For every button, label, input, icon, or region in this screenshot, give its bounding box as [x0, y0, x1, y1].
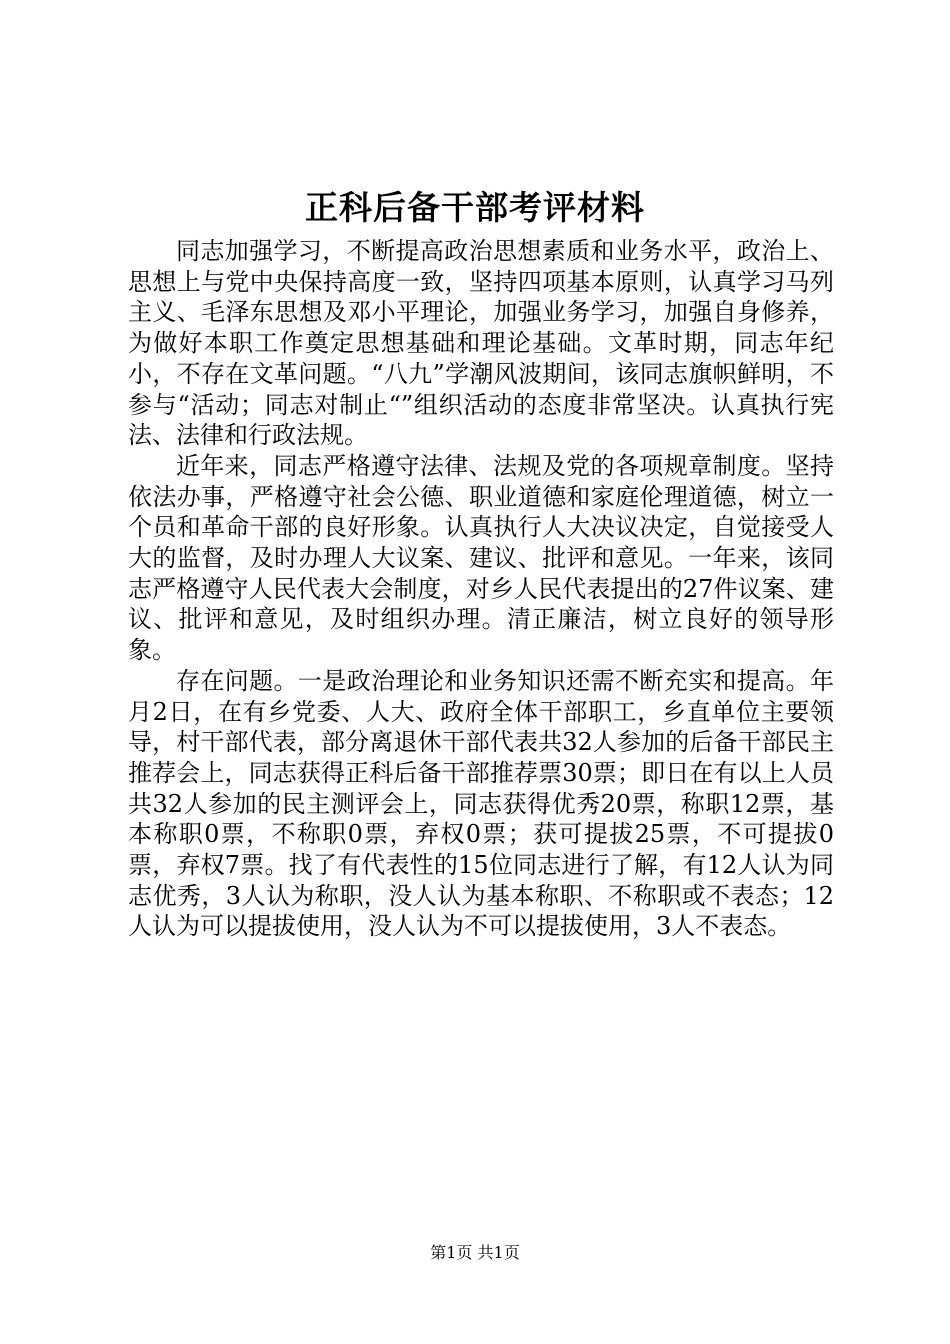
paragraph-3: 存在问题。一是政治理论和业务知识还需不断充实和提高。年月2日，在有乡党委、人大、政府全体干部职工，乡直单位主要领导，村干部代表，部分离退休干部代表共32人参加的后备干部民主推荐会上，同志获得正科后备干部推荐票30票；即日在有以上人员共32人参加的民主测评会上，同志获得优秀20票，称职12票，基本称职0票，不称职0票，弃权0票；获可提拔25票，不可提拔0票，弃权7票。找了有代表性的15位同志进行了解，有12人认为同志优秀，3人认为称职，没人认为基本称职、不称职或不表态；12人认为可以提拔使用，没人认为不可以提拔使用，3人不表态。: [128, 666, 834, 941]
page-number-footer: 第1页 共1页: [430, 1243, 520, 1262]
document-body: [128, 236, 834, 942]
document-title: 正科后备干部考评材料: [305, 188, 645, 227]
paragraph-1: 同志加强学习，不断提高政治思想素质和业务水平，政治上、思想上与党中央保持高度一致，坚持四项基本原则，认真学习马列主义、毛泽东思想及邓小平理论，加强业务学习，加强自身修养，为做好本职工作奠定思想基础和理论基础。文革时期，同志年纪小，不存在文革问题。“八九”学潮风波期间，该同志旗帜鲜明，不参与“活动；同志对制止“”组织活动的态度非常坚决。认真执行宪法、法律和行政法规。: [128, 237, 834, 450]
paragraph-2: 近年来，同志严格遵守法律、法规及党的各项规章制度。坚持依法办事，严格遵守社会公德、职业道德和家庭伦理道德，树立一个员和革命干部的良好形象。认真执行人大决议决定，自觉接受人大的监督，及时办理人大议案、建议、批评和意见。一年来，该同志严格遵守人民代表大会制度，对乡人民代表提出的27件议案、建议、批评和意见，及时组织办理。清正廉洁，树立良好的领导形象。: [128, 451, 834, 665]
